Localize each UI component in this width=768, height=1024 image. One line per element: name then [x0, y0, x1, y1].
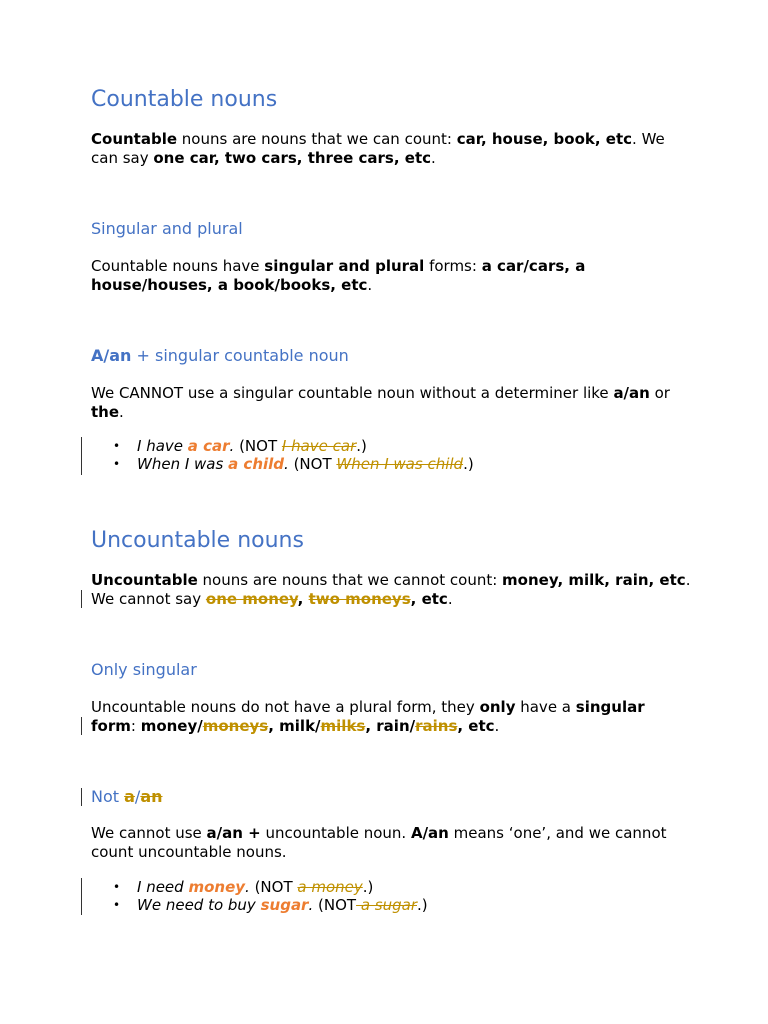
paragraph-singular-plural: Countable nouns have singular and plural forms: a car/cars, a house/houses, a book/books, etc.	[91, 257, 586, 294]
heading-a-an-singular: A/an + singular countable noun	[91, 346, 349, 365]
change-bar	[81, 878, 82, 915]
list-item: • When I was a child. (NOT When I was child.)	[91, 455, 691, 473]
example-list-uncountable	[91, 878, 691, 914]
heading-countable-nouns: Countable nouns	[91, 87, 278, 112]
change-bar	[81, 437, 82, 475]
change-bar	[81, 590, 82, 608]
list-item: • I have a car. (NOT I have car.)	[91, 437, 691, 455]
heading-only-singular: Only singular	[91, 660, 197, 679]
heading-singular-and-plural: Singular and plural	[91, 219, 243, 238]
paragraph-determiner-rule: We CANNOT use a singular countable noun without a determiner like a/an or the.	[91, 384, 670, 421]
paragraph-uncountable-definition: Uncountable nouns are nouns that we cannot count: money, milk, rain, etc. We cannot say one money, two moneys, etc.	[91, 571, 691, 608]
list-item: • I need money. (NOT a money.)	[91, 878, 691, 896]
paragraph-only-singular: Uncountable nouns do not have a plural form, they only have a singular form: money/moneys, milk/milks, rain/rains, etc.	[91, 698, 645, 735]
paragraph-a-an-uncountable: We cannot use a/an + uncountable noun. A/an means ‘one’, and we cannot count uncountable nouns.	[91, 824, 667, 861]
heading-not-a-an: Not a/an	[91, 787, 163, 806]
example-list-countable	[91, 437, 691, 473]
list-item: • We need to buy sugar. (NOT a sugar.)	[91, 896, 691, 914]
change-bar	[81, 717, 82, 735]
heading-uncountable-nouns: Uncountable nouns	[91, 528, 304, 553]
change-bar	[81, 788, 82, 806]
paragraph-countable-definition: Countable nouns are nouns that we can count: car, house, book, etc. We can say one car, two cars, three cars, etc.	[91, 130, 665, 167]
